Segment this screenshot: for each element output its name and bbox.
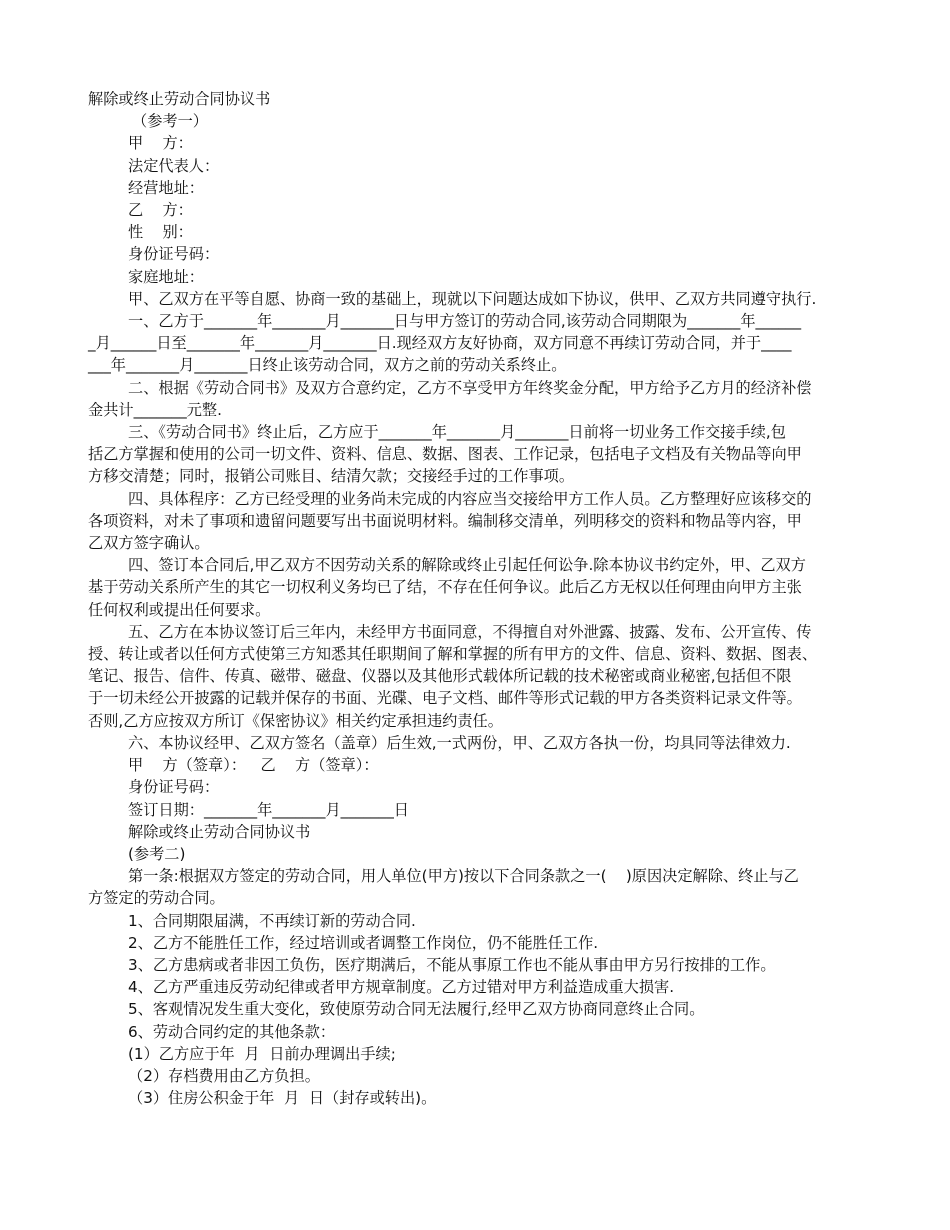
clause-4-line: 各项资料，对未了事项和遗留问题要写出书面说明材料。编制移交清单，列明移交的资料和物品等内容，甲 (88, 511, 802, 530)
field-business-address: 经营地址： (128, 178, 204, 197)
list-item: 4、乙方严重违反劳动纪律或者甲方规章制度。乙方过错对甲方利益造成重大损害. (128, 978, 675, 997)
clause-4b-line: 基于劳动关系所产生的其它一切权利义务均已了结，不存在任何争议。此后乙方无权以任何理由向甲方主张 (88, 578, 802, 597)
list-item: 6、劳动合同约定的其他条款： (128, 1022, 336, 1041)
list-item: 5、客观情况发生重大变化，致使原劳动合同无法履行,经甲乙双方协商同意终止合同。 (128, 1000, 705, 1019)
clause-6: 六、本协议经甲、乙双方签名（盖章）后生效,一式两份，甲、乙双方各执一份，均具同等法律效力. (128, 733, 791, 752)
reference-label-1: （参考一） (132, 112, 208, 131)
document-page (88, 88, 864, 1109)
clause-4b-line: 任何权利或提出任何要求。 (88, 600, 271, 619)
clause-4-line: 四、具体程序：乙方已经受理的业务尚未完成的内容应当交接给甲方工作人员。乙方整理好应该移交的 (128, 489, 812, 508)
list-item: 1、合同期限届满，不再续订新的劳动合同. (128, 911, 416, 930)
field-party-a: 甲 方： (128, 134, 193, 153)
clause-5-line: 于一切未经公开披露的记载并保存的书面、光碟、电子文档、邮件等形式记载的甲方各类资料记录文件等。 (88, 689, 802, 708)
doc-title-2: 解除或终止劳动合同协议书 (128, 822, 311, 841)
clause-3-line: 括乙方掌握和使用的公司一切文件、资料、信息、数据、图表、工作记录，包括电子文档及有关物品等向甲 (88, 445, 802, 464)
clause-4b-line: 四、签订本合同后,甲乙双方不因劳动关系的解除或终止引起任何讼争.除本协议书约定外，甲、乙双方 (128, 556, 806, 575)
sub-item: （2）存档费用由乙方负担。 (128, 1066, 320, 1085)
clause-3 (88, 421, 864, 488)
reference-label-2: (参考二) (128, 844, 186, 863)
signing-date: 签订日期：_______年_______月_______日 (128, 800, 409, 819)
clause-1-line: 一、乙方于_______年_______月_______日与甲方签订的劳动合同,该劳动合同期限为_______年______ (128, 312, 802, 331)
doc-title: 解除或终止劳动合同协议书 (88, 90, 271, 108)
field-legal-rep: 法定代表人： (128, 156, 220, 175)
clause-5-line: 授、转让或者以任何方式使第三方知悉其任职期间了解和掌握的所有甲方的文件、信息、资料、数据、图表、 (88, 645, 817, 664)
clause-4-line: 乙双方签字确认。 (88, 534, 210, 553)
clause-1-line: ___年_______月_______日终止该劳动合同，双方之前的劳动关系终止。 (88, 356, 567, 375)
field-home-address: 家庭地址： (128, 267, 204, 286)
article-1-line: 第一条:根据双方签定的劳动合同，用人单位(甲方)按以下合同条款之一( )原因决定解除、终止与乙 (128, 867, 799, 886)
clause-3-line: 方移交清楚；同时，报销公司账目、结清欠款；交接经手过的工作事项。 (88, 467, 574, 486)
signature-line: 甲 方（签章）： 乙 方（签章）： (128, 756, 379, 775)
clause-5-line: 笔记、报告、信件、传真、磁带、磁盘、仪器以及其他形式载体所记载的技术秘密或商业秘密,包括但不限 (88, 667, 792, 686)
sub-item: （3）住房公积金于年 月 日（封存或转出)。 (128, 1089, 437, 1108)
article-1-line: 方签定的劳动合同。 (88, 889, 225, 908)
clause-2-line: 金共计_______元整. (88, 400, 222, 419)
list-item: 2、乙方不能胜任工作，经过培训或者调整工作岗位，仍不能胜任工作. (128, 933, 599, 952)
clause-1-line: _月______日至_______年_______月_______日.现经双方友好协商，双方同意不再续订劳动合同，并于____ (88, 334, 792, 353)
clause-3-line: 三、《劳动合同书》终止后，乙方应于_______年_______月_______日前将一切业务工作交接手续,包 (128, 423, 786, 442)
list-item: 3、乙方患病或者非因工负伤，医疗期满后，不能从事原工作也不能从事由甲方另行按排的工作。 (128, 955, 776, 974)
article-1 (88, 865, 864, 909)
clause-1 (88, 310, 864, 377)
clause-4 (88, 488, 864, 555)
clause-2-line: 二、根据《劳动合同书》及双方合意约定，乙方不享受甲方年终奖金分配，甲方给予乙方月的经济补偿 (128, 378, 812, 397)
clause-5-line: 否则,乙方应按双方所订《保密协议》相关约定承担违约责任。 (88, 711, 503, 730)
sub-item: (1）乙方应于年 月 日前办理调出手续; (128, 1044, 396, 1063)
field-gender: 性 别： (128, 223, 193, 242)
intro-paragraph: 甲、乙双方在平等自愿、协商一致的基础上，现就以下问题达成如下协议，供甲、乙双方共同遵守执行. (128, 289, 817, 308)
clause-5 (88, 621, 864, 732)
signature-id-number: 身份证号码： (128, 778, 220, 797)
clause-2 (88, 377, 864, 421)
clause-4b (88, 554, 864, 621)
field-party-b: 乙 方： (128, 201, 193, 220)
clause-5-line: 五、乙方在本协议签订后三年内，未经甲方书面同意，不得擅自对外泄露、披露、发布、公开宣传、传 (128, 622, 812, 641)
field-id-number: 身份证号码： (128, 245, 220, 264)
